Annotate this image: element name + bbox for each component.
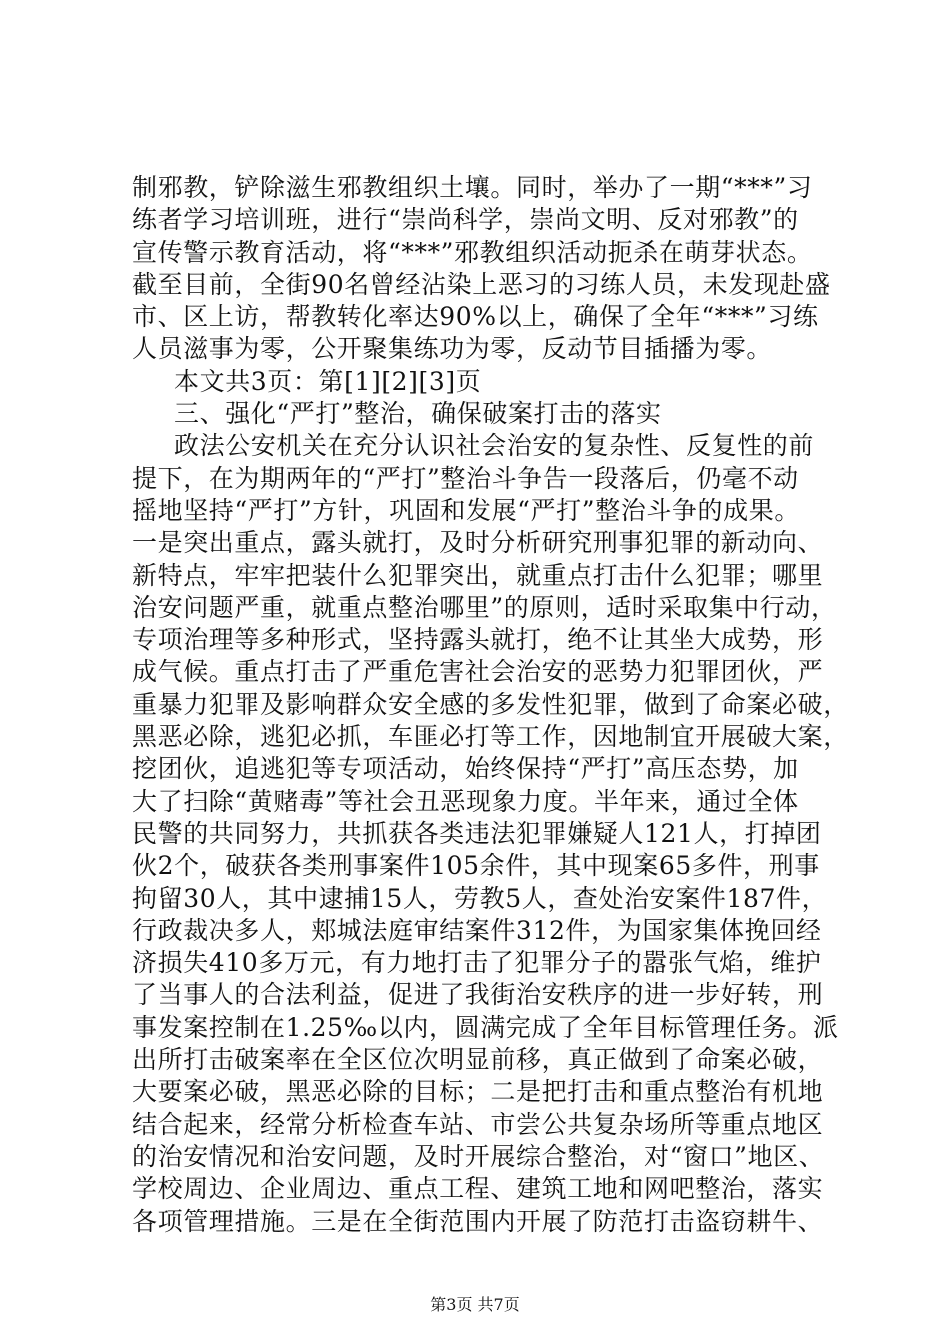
text-line: 学校周边、企业周边、重点工程、建筑工地和网吧整治，落实	[132, 1174, 824, 1204]
text-line: 大要案必破，黑恶必除的目标；二是把打击和重点整治有机地	[132, 1077, 824, 1107]
text-line: 重暴力犯罪及影响群众安全感的多发性犯罪，做到了命案必破，	[132, 689, 849, 719]
text-line: 各项管理措施。三是在全街范围内开展了防范打击盗窃耕牛、	[132, 1206, 824, 1236]
text-line: 市、区上访，帮教转化率达90%以上，确保了全年“***”习练	[132, 302, 819, 332]
text-line: 拘留30人，其中逮捕15人，劳教5人，查处治安案件187件，	[132, 883, 828, 913]
text-line: 出所打击破案率在全区位次明显前移，真正做到了命案必破，	[132, 1045, 824, 1075]
text-line: 行政裁决多人，郏城法庭审结案件312件，为国家集体挽回经	[132, 915, 822, 945]
text-line: 成气候。重点打击了严重危害社会治安的恶势力犯罪团伙，严	[132, 657, 824, 687]
text-line: 新特点，牢牢把装什么犯罪突出，就重点打击什么犯罪；哪里	[132, 560, 824, 590]
text-line: 政法公安机关在充分认识社会治安的复杂性、反复性的前	[174, 431, 815, 461]
text-line: 济损失410多万元，有力地打击了犯罪分子的嚣张气焰，维护	[132, 948, 822, 978]
text-line: 了当事人的合法利益，促进了我街治安秩序的进一步好转，刑	[132, 980, 824, 1010]
text-line: 的治安情况和治安问题，及时开展综合整治，对“窗口”地区、	[132, 1141, 825, 1171]
text-line: 黑恶必除，逃犯必抓，车匪必打等工作，因地制宜开展破大案，	[132, 722, 849, 752]
text-line: 伙2个，破获各类刑事案件105余件，其中现案65多件，刑事	[132, 851, 820, 881]
paragraph-1	[132, 172, 832, 366]
section-heading: 三、强化“严打”整治，确保破案打击的落实	[174, 399, 662, 429]
page-footer: 第3页 共7页	[430, 1295, 520, 1314]
text-line: 摇地坚持“严打”方针，巩固和发展“严打”整治斗争的成果。	[132, 495, 800, 525]
text-line: 一是突出重点，露头就打，及时分析研究刑事犯罪的新动向、	[132, 528, 824, 558]
text-line: 结合起来，经常分析检查车站、市尝公共复杂场所等重点地区	[132, 1109, 824, 1139]
document-body	[132, 172, 849, 1238]
text-line: 截至目前，全街90名曾经沾染上恶习的习练人员，未发现赴盛	[132, 269, 831, 299]
text-line: 制邪教，铲除滋生邪教组织土壤。同时，举办了一期“***”习	[132, 173, 813, 202]
text-line: 提下，在为期两年的“严打”整治斗争告一段落后，仍毫不动	[132, 463, 799, 493]
page-navigation[interactable]: 本文共3页：第[1][2][3]页	[174, 366, 482, 396]
text-line: 大了扫除“黄赌毒”等社会丑恶现象力度。半年来，通过全体	[132, 786, 799, 816]
paragraph-2	[132, 430, 849, 1237]
text-line: 民警的共同努力，共抓获各类违法犯罪嫌疑人121人，打掉团	[132, 818, 822, 848]
text-line: 专项治理等多种形式，坚持露头就打，绝不让其坐大成势，形	[132, 625, 824, 655]
text-line: 练者学习培训班，进行“崇尚科学，崇尚文明、反对邪教”的	[132, 205, 799, 235]
text-line: 人员滋事为零，公开聚集练功为零，反动节目插播为零。	[132, 334, 773, 364]
text-line: 挖团伙，追逃犯等专项活动，始终保持“严打”高压态势，加	[132, 754, 799, 784]
text-line: 事发案控制在1.25‰以内，圆满完成了全年目标管理任务。派	[132, 1012, 839, 1042]
text-line: 治安问题严重，就重点整治哪里”的原则，适时采取集中行动，	[132, 592, 837, 622]
text-line: 宣传警示教育活动，将“***”邪教组织活动扼杀在萌芽状态。	[132, 237, 813, 267]
